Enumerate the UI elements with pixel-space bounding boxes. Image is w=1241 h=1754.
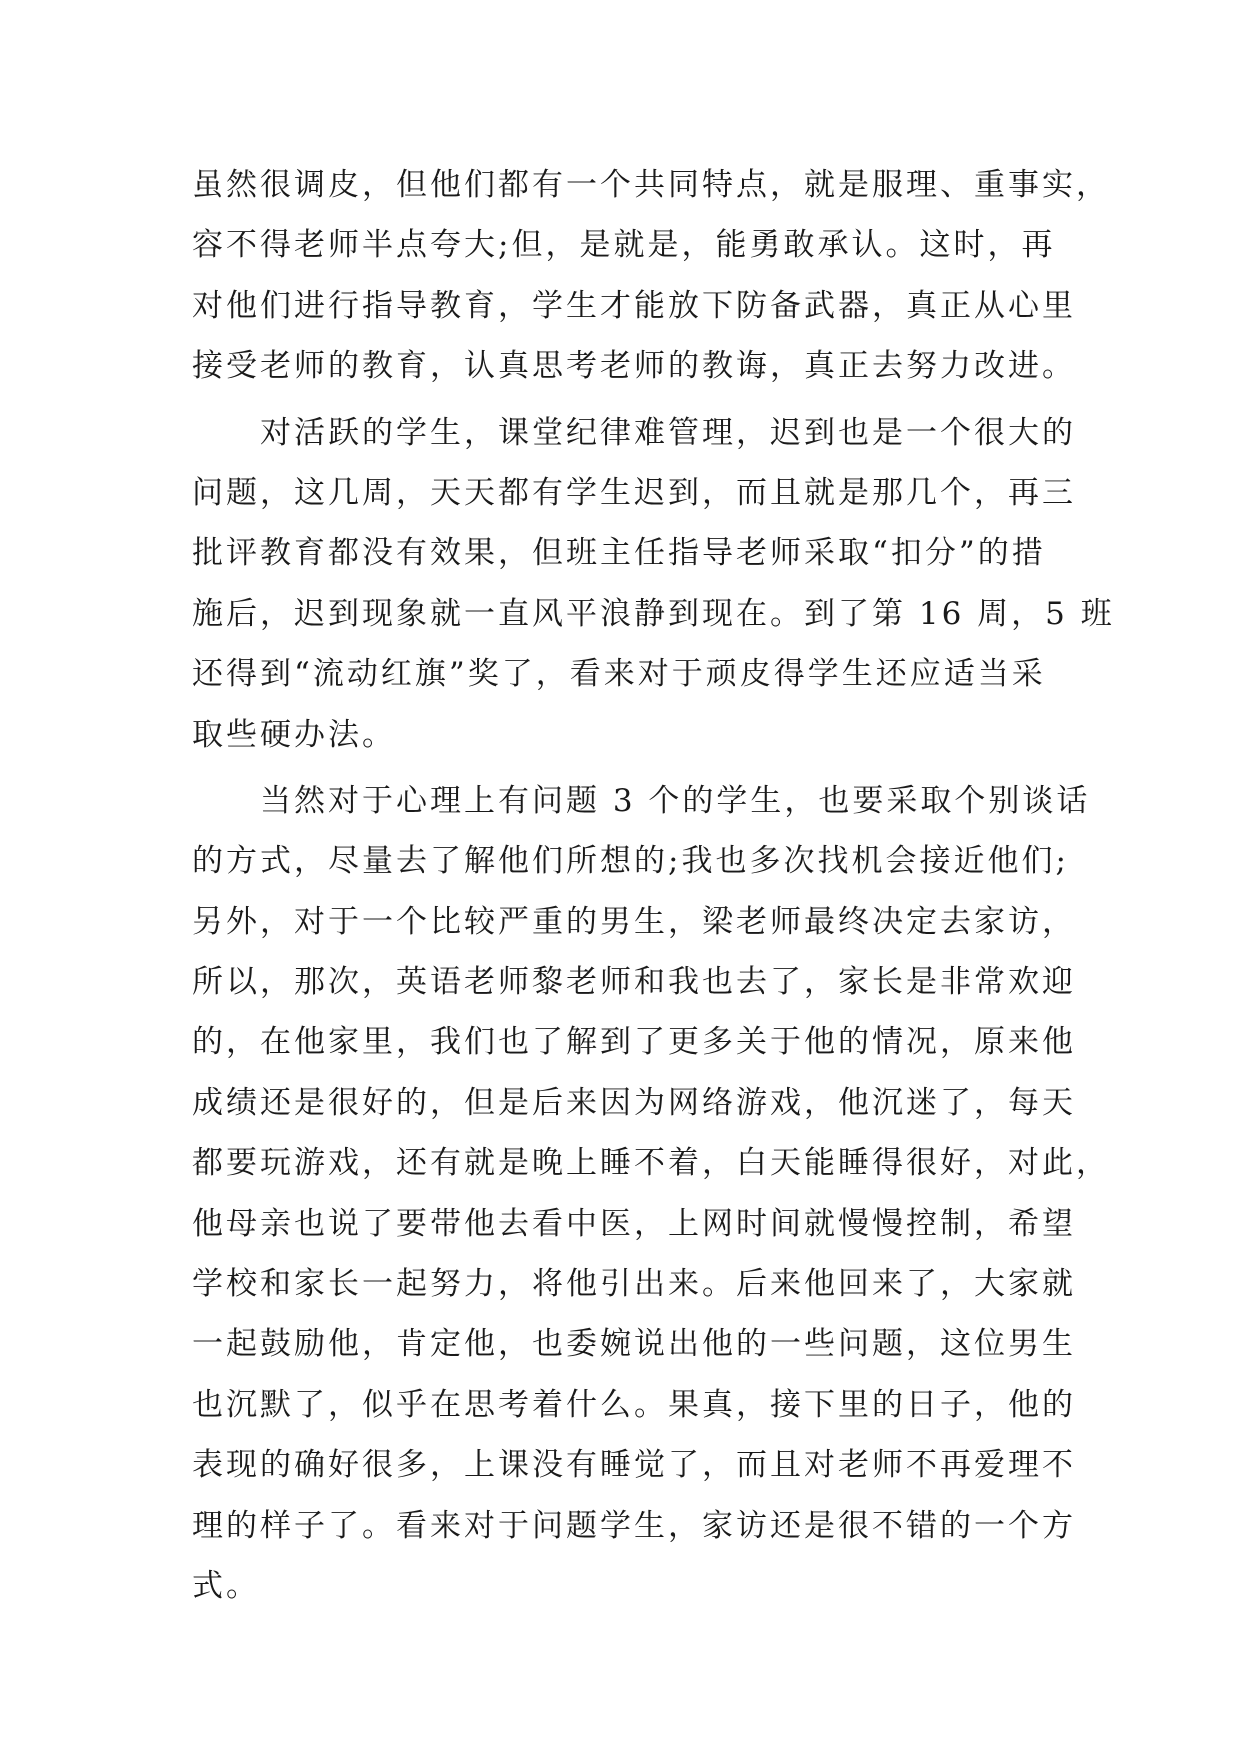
text-line: 一起鼓励他，肯定他，也委婉说出他的一些问题，这位男生 bbox=[192, 1326, 1076, 1363]
text-line: 批评教育都没有效果，但班主任指导老师采取“扣分”的措 bbox=[192, 535, 1046, 572]
text-line: 接受老师的教育，认真思考老师的教诲，真正去努力改进。 bbox=[192, 348, 1076, 385]
text-line: 的方式，尽量去了解他们所想的;我也多次找机会接近他们; bbox=[192, 843, 1069, 880]
text-line: 虽然很调皮，但他们都有一个共同特点，就是服理、重事实， bbox=[192, 167, 1110, 203]
text-line: 的，在他家里，我们也了解到了更多关于他的情况，原来他 bbox=[192, 1024, 1076, 1061]
document-body bbox=[192, 155, 1115, 1616]
text-line: 对他们进行指导教育，学生才能放下防备武器，真正从心里 bbox=[192, 287, 1076, 324]
text-line: 都要玩游戏，还有就是晚上睡不着，白天能睡得很好，对此， bbox=[192, 1145, 1110, 1182]
text-line: 取些硬办法。 bbox=[192, 716, 396, 753]
text-line: 施后，迟到现象就一直风平浪静到现在。到了第 16 周，5 班 bbox=[192, 595, 1115, 632]
text-line: 还得到“流动红旗”奖了，看来对于顽皮得学生还应适当采 bbox=[192, 656, 1046, 693]
paragraph-3 bbox=[192, 771, 1110, 1616]
text-line: 式。 bbox=[192, 1567, 260, 1604]
text-line: 也沉默了，似乎在思考着什么。果真，接下里的日子，他的 bbox=[192, 1386, 1076, 1423]
text-line: 学校和家长一起努力，将他引出来。后来他回来了，大家就 bbox=[192, 1266, 1076, 1303]
text-line: 容不得老师半点夸大;但，是就是，能勇敢承认。这时，再 bbox=[192, 227, 1056, 264]
text-line: 理的样子了。看来对于问题学生，家访还是很不错的一个方 bbox=[192, 1507, 1076, 1544]
text-line: 所以，那次，英语老师黎老师和我也去了，家长是非常欢迎 bbox=[192, 964, 1076, 1001]
text-line: 表现的确好很多，上课没有睡觉了，而且对老师不再爱理不 bbox=[192, 1447, 1076, 1484]
paragraph-2 bbox=[192, 403, 1115, 765]
text-line: 成绩还是很好的，但是后来因为网络游戏，他沉迷了，每天 bbox=[192, 1084, 1076, 1121]
paragraph-1 bbox=[192, 155, 1110, 397]
text-line: 对活跃的学生，课堂纪律难管理，迟到也是一个很大的 bbox=[192, 414, 1076, 451]
text-line: 问题，这几周，天天都有学生迟到，而且就是那几个，再三 bbox=[192, 474, 1076, 511]
text-line: 另外，对于一个比较严重的男生，梁老师最终决定去家访， bbox=[192, 903, 1076, 940]
text-line: 当然对于心理上有问题 3 个的学生，也要采取个别谈话 bbox=[192, 782, 1091, 819]
text-line: 他母亲也说了要带他去看中医，上网时间就慢慢控制，希望 bbox=[192, 1205, 1076, 1242]
